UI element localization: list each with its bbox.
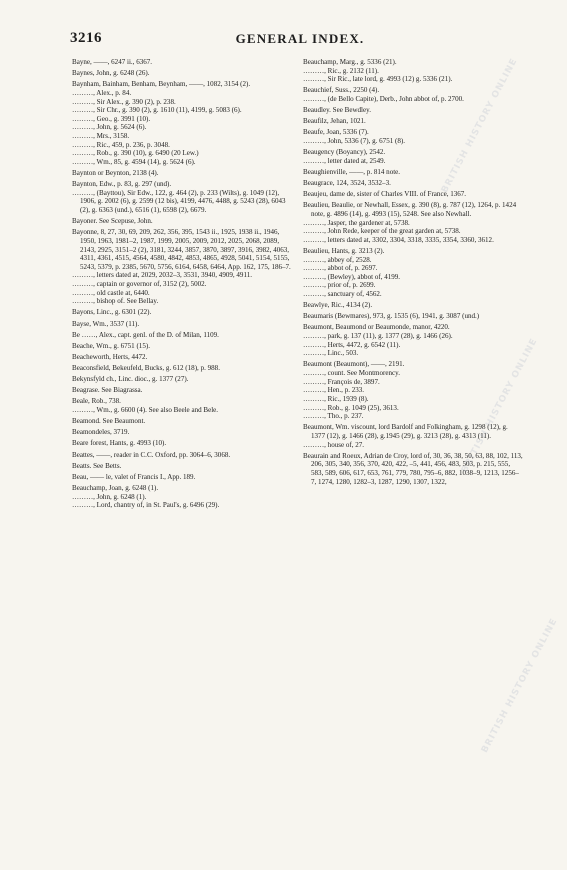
watermark-text: BRITISH HISTORY ONLINE: [440, 56, 520, 195]
index-entry: ………, abbot of, p. 2697.: [303, 264, 378, 273]
index-column-left: [72, 58, 292, 510]
index-entry: ………, Tho., p. 237.: [303, 412, 364, 421]
index-entry: ………, Alex., p. 84.: [72, 88, 132, 97]
index-entry: Beare forest, Hants, g. 4993 (10).: [72, 439, 167, 448]
index-entry: ………, John Rede, keeper of the great garden at, 5738.: [303, 227, 461, 236]
index-entry: ………, Sir Chr., g. 390 (2), g. 1610 (11), 4199, g. 5083 (6).: [72, 106, 242, 115]
index-entry: ………, Lord, chantry of, in St. Paul's, g. 6496 (29).: [72, 501, 220, 510]
index-entry: Beattes, ——, reader in C.C. Oxford, pp. 3064–6, 3068.: [72, 450, 231, 459]
page-number: 3216: [70, 30, 102, 46]
index-entry: ………, park, g. 137 (11), g. 1377 (28), g. 1466 (26).: [303, 332, 453, 340]
index-entry: ………, John, g. 6248 (1).: [72, 492, 147, 501]
index-entry: Beau, —— le, valet of Francis I., App. 189.: [72, 472, 196, 481]
index-entry: Be ……, Alex., capt. genl. of the D. of Milan, 1109.: [72, 330, 219, 339]
index-entry: Beaulieu, Beaulie, or Newhall, Essex, g. 390 (8), g. 787 (12), 1264, p. 1424 note, g. 4896 (14), g. 4993 (15), 5248. See also Newhall.: [303, 201, 517, 218]
index-entry: ………, bishop of. See Bellay.: [72, 297, 159, 306]
index-entry: Baynton or Beynton, 2138 (4).: [72, 169, 159, 177]
index-entry: Bayonne, 8, 27, 30, 69, 209, 262, 356, 395, 1543 ii., 1925, 1938 ii., 1946, 1950, 1963, 1981–2, 1987, 1999, 2005, 2009, 2012, 2025, 2068, 2089, 2143, 2925, 3151–2 (2), 3181, 3244, 3857, 3870, 3897, 3916, 3982, 4063, 4311, 4361, 4515, 4564, 4580, 4842, 4853, 4865, 4928, 5041, 5154, 5155, 5243, 5379, p. 2385, 5670, 5756, 6164, 6458, 6464, App. 162, 175, 186–7.: [72, 228, 291, 271]
index-entry: ………, (de Bello Capite), Derb., John abbot of, p. 2700.: [303, 95, 464, 103]
index-column-right: [303, 58, 523, 486]
index-entry: ………, François de, 3897.: [303, 377, 380, 386]
page-header: [70, 30, 530, 50]
index-entry: Baynes, John, g. 6248 (26).: [72, 69, 150, 78]
index-entry: ………, old castle at, 6440.: [72, 288, 150, 297]
index-entry: ………, Linc., 503.: [303, 349, 359, 358]
index-entry: Beatts. See Betts.: [72, 461, 122, 470]
index-entry: ………, Mrs., 3158.: [72, 132, 130, 140]
index-entry: ………, sanctuary of, 4562.: [303, 290, 382, 298]
index-entry: Beaugency (Boyancy), 2542.: [303, 148, 386, 157]
index-entry: Beaujeu, dame de, sister of Charles VIII. of France, 1367.: [303, 190, 467, 199]
index-entry: ………, John, 5336 (7), g. 6751 (8).: [303, 137, 405, 145]
index-entry: Beaumaris (Bewmares), 973, g. 1535 (6), 1941, g. 3087 (und.): [303, 312, 480, 321]
index-entry: Beamond. See Beaumont.: [72, 417, 146, 426]
index-entry: Beaufilz, Jehan, 1021.: [303, 117, 366, 126]
index-entry: Beamondeles, 3719.: [72, 428, 130, 437]
index-entry: Baynham, Bainham, Benham, Beynham, ——, 1082, 3154 (2).: [72, 80, 251, 89]
index-entry: Bayons, Linc., g. 6301 (22).: [72, 308, 152, 317]
index-entry: ………, Rob., g. 1049 (25), 3613.: [303, 403, 399, 412]
index-entry: Beaulieu, Hants, g. 3213 (2).: [303, 246, 385, 255]
index-entry: ………, house of, 27.: [303, 440, 365, 449]
index-entry: ………, letters dated at, 2029, 2032–3, 3531, 3940, 4909, 4911.: [72, 271, 253, 280]
index-entry: ………, (Bayttou), Sir Edw., 122, g. 464 (2), p. 233 (Wilts), g. 1049 (12), 1906, g. 2002 (6), g. 2599 (12 bis), 4199, 4476, 4488, g. 5243 (28), 6043 (2), g. 6363 (und.), 6516 (1), 6598 (2), 6679.: [72, 188, 286, 214]
index-entry: Beaumont (Beaumont), ——, 2191.: [303, 360, 405, 369]
index-entry: Baynton, Edw., p. 83, g. 297 (und).: [72, 180, 172, 189]
index-entry: Beaumont, Wm. viscount, lord Bardolf and Folkingham, g. 1298 (12), g. 1377 (12), g. 1466 (28), g.1945 (29), g. 3213 (28), g. 4313 (11).: [303, 423, 508, 440]
index-entry: ………, John, g. 5624 (6).: [72, 123, 147, 132]
index-entry: ………, Ric., 459, p. 236, p. 3048.: [72, 140, 170, 149]
watermark-text: BRITISH HISTORY ONLINE: [460, 336, 540, 475]
index-entry: ………, count. See Montmorency.: [303, 369, 401, 377]
index-entry: Beaconsfield, Bekeufeld, Bucks, g. 612 (18), p. 988.: [72, 364, 220, 372]
index-entry: ………, Ric., 1939 (8).: [303, 394, 369, 403]
index-entry: Beaughienville, ——, p. 814 note.: [303, 167, 401, 176]
index-entry: ………, Jasper, the gardener at, 5738.: [303, 218, 410, 227]
index-entry: ………, letter dated at, 2549.: [303, 156, 386, 165]
index-entry: Beauchamp, Joan, g. 6248 (1).: [72, 483, 159, 492]
index-entry: Beaugrace, 124, 3524, 3532–3.: [303, 179, 391, 187]
index-entry: Beauchamp, Marg., g. 5336 (21).: [303, 58, 397, 66]
index-entry: Beale, Rob., 738.: [72, 397, 121, 406]
index-entry: Bayse, Wm., 3537 (11).: [72, 319, 140, 328]
index-entry: Beauchief, Suss., 2250 (4).: [303, 86, 380, 95]
index-entry: Beache, Wm., g. 6751 (15).: [72, 341, 150, 350]
index-entry: Beacheworth, Herts, 4472.: [72, 352, 148, 361]
index-entry: ………, Rob., g. 390 (10), g. 6490 (20 Lew.): [72, 149, 199, 158]
index-entry: Beaufe, Joan, 5336 (7).: [303, 128, 369, 137]
index-entry: Bekynsfyld ch., Linc. dioc., g. 1377 (27).: [72, 375, 189, 384]
index-entry: ………, Geo., g. 3991 (10).: [72, 114, 151, 123]
index-entry: ………, Wm., g. 6600 (4). See also Beele and Bele.: [72, 406, 219, 414]
index-entry: ………, abbey of, 2528.: [303, 255, 372, 264]
index-entry: Beaurain and Roeux, Adrian de Croy, lord of, 30, 36, 38, 50, 63, 88, 102, 113, 206, 305, 340, 356, 370, 420, 422, –5, 441, 456, 483, 503, p. 215, 555, 583, 589, 606, 617, 653, 761, 779, 780, 795–6, 882, 1038–9, 1213, 1256–7, 1274, 1280, 1282–3, 1287, 1290, 1307, 1322,: [303, 451, 523, 486]
index-entry: ………, prior of, p. 2699.: [303, 281, 376, 290]
index-entry: Beawlye, Ric., 4134 (2).: [303, 301, 373, 310]
index-entry: ………, Herts, 4472, g. 6542 (11).: [303, 340, 401, 349]
index-entry: Bayoner. See Scepuse, John.: [72, 217, 153, 226]
index-entry: ………, (Bewley), abbot of, 4199.: [303, 272, 401, 281]
index-entry: ………, Wm., 85, g. 4594 (14), g. 5624 (6).: [72, 157, 196, 166]
index-entry: ………, Sir Alex., g. 390 (2), p. 238.: [72, 97, 176, 106]
index-entry: ………, letters dated at, 3302, 3304, 3318, 3335, 3354, 3360, 3612.: [303, 235, 494, 244]
running-title: GENERAL INDEX.: [235, 31, 365, 46]
index-entry: Beagrase. See Biagrassa.: [72, 386, 143, 395]
index-entry: ………, Hen., p. 233.: [303, 386, 365, 395]
index-entry: ………, captain or governor of, 3152 (2), 5002.: [72, 280, 207, 288]
index-entry: Bayne, ——, 6247 ii., 6367.: [72, 58, 153, 66]
watermark-text: BRITISH HISTORY ONLINE: [480, 616, 560, 755]
index-entry: Beaumont, Beaumond or Beaumonde, manor, 4220.: [303, 323, 450, 332]
index-entry: ………, Sir Ric., late lord, g. 4993 (12) g. 5336 (21).: [303, 75, 453, 84]
index-entry: ………, Ric., g. 2132 (11).: [303, 66, 379, 75]
index-entry: Beaudley. See Bewdley.: [303, 106, 371, 115]
